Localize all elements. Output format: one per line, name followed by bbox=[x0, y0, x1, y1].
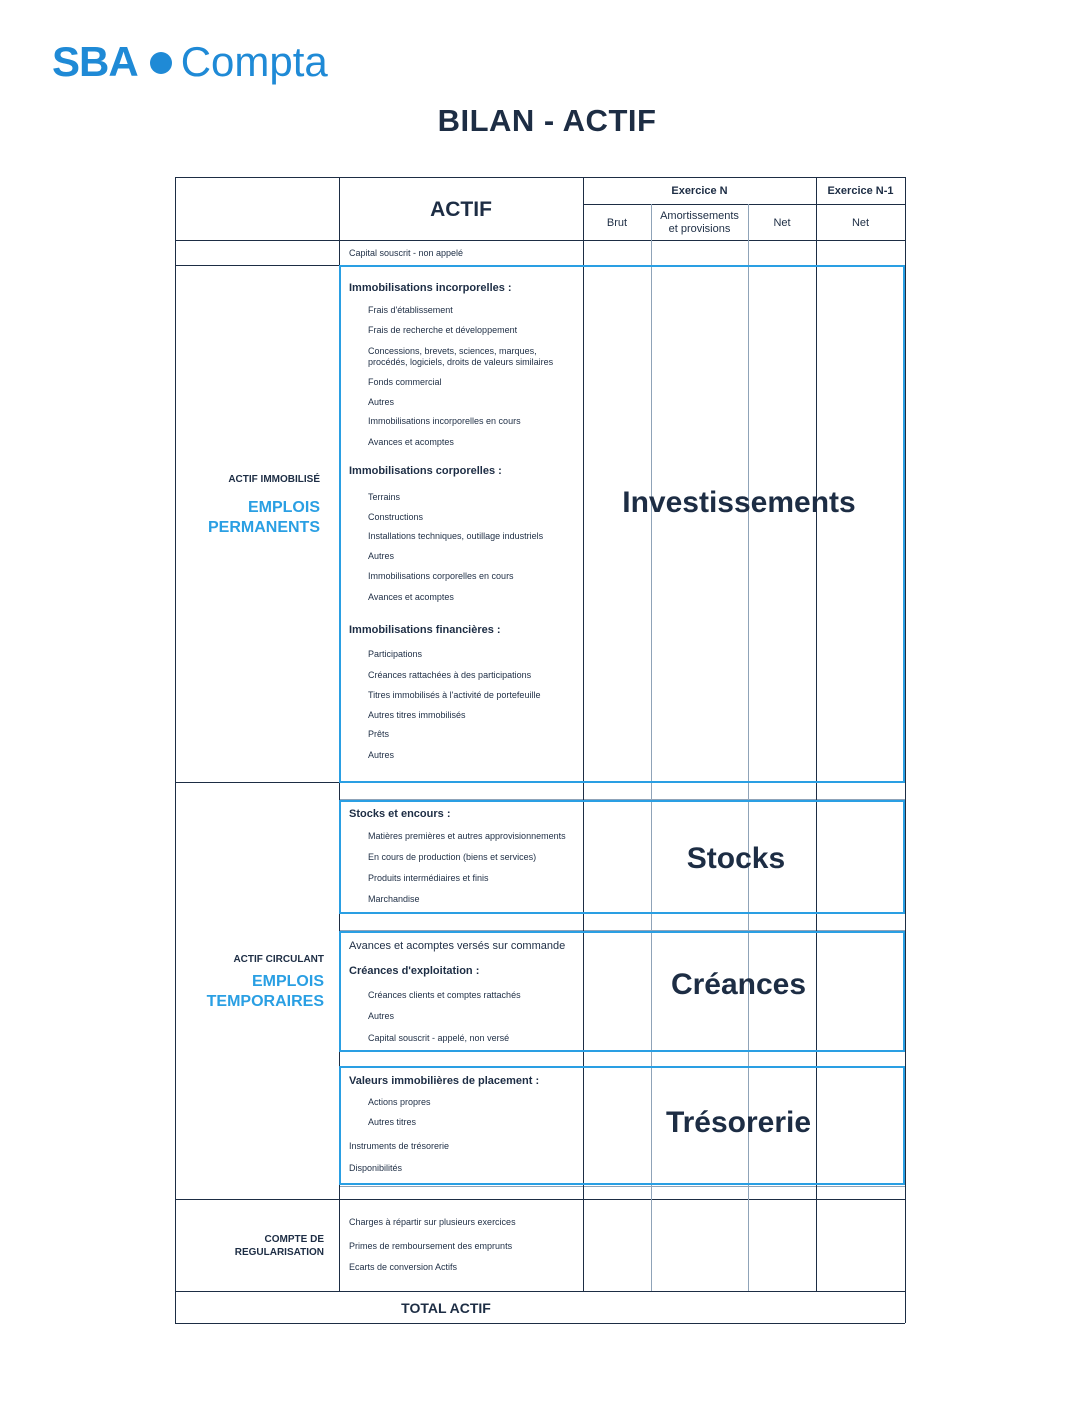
list-item: Installations techniques, outillage industriels bbox=[368, 531, 544, 541]
list-item: Autres bbox=[368, 750, 395, 760]
actif-immobilise-label: ACTIF IMMOBILISÉ bbox=[228, 474, 320, 485]
emplois-temporaires-line1: EMPLOIS bbox=[251, 973, 324, 990]
header-divider bbox=[583, 204, 905, 205]
table-border-bottom bbox=[175, 1323, 905, 1324]
list-item: Participations bbox=[368, 649, 423, 659]
actif-circulant-label: ACTIF CIRCULANT bbox=[233, 954, 324, 965]
regularisation-label-line1: COMPTE DE bbox=[264, 1234, 324, 1245]
list-item: Titres immobilisés à l'activité de portefeuille bbox=[368, 690, 541, 700]
list-item: Produits intermédiaires et finis bbox=[368, 873, 489, 883]
list-item: Terrains bbox=[368, 492, 401, 502]
group-financieres: Immobilisations financières : bbox=[349, 624, 501, 636]
list-item: Matières premières et autres approvisionnements bbox=[368, 831, 566, 841]
disponibilites: Disponibilités bbox=[349, 1163, 403, 1173]
list-item: Capital souscrit - appelé, non versé bbox=[368, 1033, 510, 1043]
list-item: Ecarts de conversion Actifs bbox=[349, 1262, 458, 1272]
list-item: procédés, logiciels, droits de valeurs similaires bbox=[368, 357, 554, 367]
list-item: Immobilisations incorporelles en cours bbox=[368, 416, 521, 426]
list-item: Frais d'établissement bbox=[368, 305, 453, 315]
creances-overlay: Créances bbox=[670, 968, 807, 1001]
header-amort-line2: et provisions bbox=[668, 223, 731, 235]
list-item: Autres titres immobilisés bbox=[368, 710, 466, 720]
page-title: BILAN - ACTIF bbox=[437, 103, 657, 138]
stocks-overlay: Stocks bbox=[686, 842, 786, 875]
header-amortissements bbox=[651, 210, 748, 236]
table-border-left bbox=[175, 177, 176, 1323]
list-item: Frais de recherche et développement bbox=[368, 325, 518, 335]
list-item: Autres bbox=[368, 397, 395, 407]
group-tresorerie: Valeurs immobilières de placement : bbox=[349, 1075, 540, 1087]
list-item: Avances et acomptes bbox=[368, 592, 454, 602]
header-exercice-n1: Exercice N-1 bbox=[827, 185, 894, 197]
list-item: Primes de remboursement des emprunts bbox=[349, 1241, 513, 1251]
total-actif: TOTAL ACTIF bbox=[401, 1300, 491, 1316]
instruments-tresorerie: Instruments de trésorerie bbox=[349, 1141, 450, 1151]
list-item: Autres titres bbox=[368, 1117, 417, 1127]
list-item: Immobilisations corporelles en cours bbox=[368, 571, 514, 581]
brand-dot-icon bbox=[150, 52, 172, 74]
tresorerie-overlay: Trésorerie bbox=[665, 1106, 812, 1139]
list-item: Créances clients et comptes rattachés bbox=[368, 990, 521, 1000]
brand-name-bold: SBA bbox=[52, 38, 138, 85]
emplois-permanents-label bbox=[208, 498, 320, 538]
capital-non-appele: Capital souscrit - non appelé bbox=[349, 248, 464, 258]
brand-logo bbox=[52, 38, 328, 86]
investissements-overlay: Investissements bbox=[622, 486, 856, 519]
group-incorporelles: Immobilisations incorporelles : bbox=[349, 282, 512, 294]
list-item: Constructions bbox=[368, 512, 424, 522]
list-item: Autres bbox=[368, 551, 395, 561]
circulant-bottom-line bbox=[175, 1199, 905, 1200]
avances-acomptes-commande: Avances et acomptes versés sur commande bbox=[349, 940, 566, 952]
list-item: Prêts bbox=[368, 729, 390, 739]
spacer-line bbox=[339, 1186, 905, 1187]
table-border-top bbox=[175, 177, 905, 178]
emplois-permanents-line2: PERMANENTS bbox=[207, 519, 320, 536]
emplois-temporaires-line2: TEMPORAIRES bbox=[206, 993, 324, 1010]
brand-name-light: Compta bbox=[180, 38, 328, 85]
list-item: Fonds commercial bbox=[368, 377, 442, 387]
header-net: Net bbox=[773, 217, 791, 229]
list-item: Autres bbox=[368, 1011, 395, 1021]
list-item: Créances rattachées à des participations bbox=[368, 670, 532, 680]
emplois-temporaires-label bbox=[207, 972, 324, 1012]
list-item: Concessions, brevets, sciences, marques, bbox=[368, 346, 537, 356]
group-stocks: Stocks et encours : bbox=[349, 808, 451, 820]
header-bottom-line bbox=[175, 240, 905, 241]
regularisation-bottom-line bbox=[175, 1291, 905, 1292]
investissements-box bbox=[339, 265, 905, 783]
group-creances: Créances d'exploitation : bbox=[349, 965, 480, 977]
list-item: Actions propres bbox=[368, 1097, 431, 1107]
list-item: En cours de production (biens et services) bbox=[368, 852, 537, 862]
regularisation-label-line2: REGULARISATION bbox=[234, 1247, 324, 1258]
header-actif: ACTIF bbox=[430, 198, 492, 221]
header-brut: Brut bbox=[606, 217, 628, 229]
table-border-right bbox=[905, 177, 906, 1323]
header-net-n1: Net bbox=[851, 217, 870, 229]
group-corporelles: Immobilisations corporelles : bbox=[349, 465, 502, 477]
list-item: Charges à répartir sur plusieurs exercices bbox=[349, 1217, 516, 1227]
emplois-permanents-line1: EMPLOIS bbox=[247, 499, 320, 516]
list-item: Marchandise bbox=[368, 894, 420, 904]
header-exercice-n: Exercice N bbox=[671, 185, 728, 197]
header-amort-line1: Amortissements bbox=[660, 210, 739, 222]
list-item: Avances et acomptes bbox=[368, 437, 454, 447]
regularisation-label bbox=[235, 1233, 324, 1259]
